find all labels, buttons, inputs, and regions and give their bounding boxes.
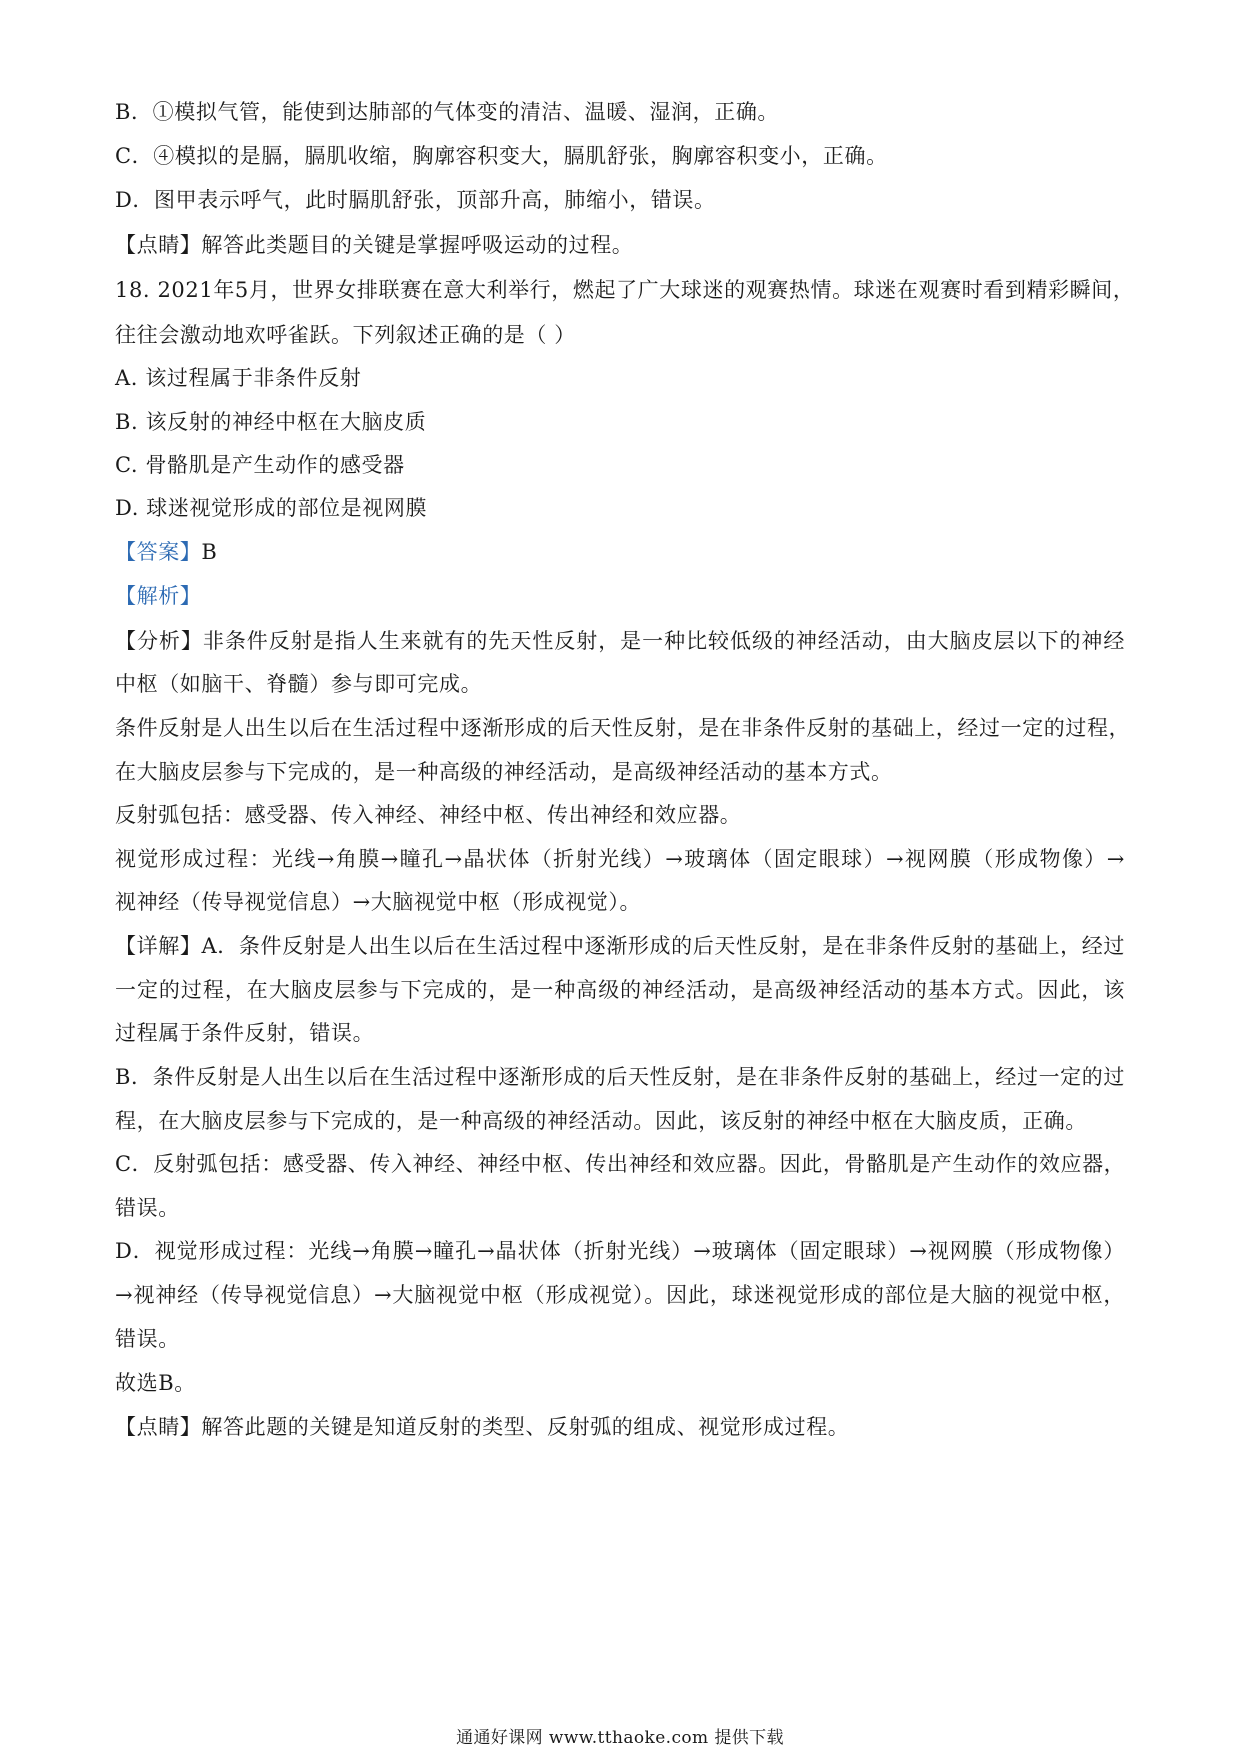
question-stem: 往往会激动地欢呼雀跃。下列叙述正确的是（ ） [115, 323, 576, 347]
text-line: 中枢（如脑干、脊髓）参与即可完成。 [115, 672, 483, 696]
text-line: 在大脑皮层参与下完成的，是一种高级的神经活动，是高级神经活动的基本方式。 [115, 760, 893, 784]
text-line: 【点睛】解答此类题目的关键是掌握呼吸运动的过程。 [115, 233, 634, 257]
option-d: D. 球迷视觉形成的部位是视网膜 [115, 496, 428, 520]
text-line: 【点睛】解答此题的关键是知道反射的类型、反射弧的组成、视觉形成过程。 [115, 1415, 850, 1439]
answer-line [115, 538, 217, 566]
text-line: D．视觉形成过程：光线→角膜→瞳孔→晶状体（折射光线）→玻璃体（固定眼球）→视网膜（形成物像） [115, 1239, 1125, 1263]
answer-label: 【答案】 [115, 540, 202, 564]
text-line: 一定的过程，在大脑皮层参与下完成的，是一种高级的神经活动，是高级神经活动的基本方式。因此，该 [115, 978, 1125, 1002]
option-b: B. 该反射的神经中枢在大脑皮质 [115, 410, 427, 434]
text-line: 错误。 [115, 1196, 180, 1220]
text-line: 条件反射是人出生以后在生活过程中逐渐形成的后天性反射，是在非条件反射的基础上，经过一定的过程， [115, 716, 1131, 740]
text-line: C．④模拟的是膈，膈肌收缩，胸廓容积变大，膈肌舒张，胸廓容积变小，正确。 [115, 144, 888, 168]
text-line: B．①模拟气管，能使到达肺部的气体变的清洁、温暖、湿润，正确。 [115, 100, 780, 124]
text-line: B．条件反射是人出生以后在生活过程中逐渐形成的后天性反射，是在非条件反射的基础上，经过一定的过 [115, 1065, 1125, 1089]
text-line: 视神经（传导视觉信息）→大脑视觉中枢（形成视觉）。 [115, 890, 642, 914]
text-line: →视神经（传导视觉信息）→大脑视觉中枢（形成视觉）。因此，球迷视觉形成的部位是大脑的视觉中枢， [115, 1283, 1125, 1307]
text-line: 【详解】A．条件反射是人出生以后在生活过程中逐渐形成的后天性反射，是在非条件反射的基础上，经过 [115, 934, 1125, 958]
text-line: 错误。 [115, 1327, 180, 1351]
option-a: A. 该过程属于非条件反射 [115, 366, 362, 390]
page-footer: 通通好课网 www.tthaoke.com 提供下载 [456, 1728, 784, 1748]
text-line: 故选B。 [115, 1371, 196, 1395]
text-line: 反射弧包括：感受器、传入神经、神经中枢、传出神经和效应器。 [115, 803, 742, 827]
text-line: 程，在大脑皮层参与下完成的，是一种高级的神经活动。因此，该反射的神经中枢在大脑皮质，正确。 [115, 1109, 1087, 1133]
analysis-heading [115, 582, 201, 610]
text-line: 过程属于条件反射，错误。 [115, 1021, 375, 1045]
text-line: 视觉形成过程：光线→角膜→瞳孔→晶状体（折射光线）→玻璃体（固定眼球）→视网膜（形成物像）→ [115, 847, 1125, 871]
text-line: C．反射弧包括：感受器、传入神经、神经中枢、传出神经和效应器。因此，骨骼肌是产生动作的效应器， [115, 1152, 1126, 1176]
text-line: 【分析】非条件反射是指人生来就有的先天性反射，是一种比较低级的神经活动，由大脑皮层以下的神经 [115, 629, 1125, 653]
answer-value: B [201, 540, 218, 564]
question-stem: 18. 2021年5月，世界女排联赛在意大利举行，燃起了广大球迷的观赛热情。球迷在观赛时看到精彩瞬间， [115, 278, 1135, 302]
text-line: D．图甲表示呼气，此时膈肌舒张，顶部升高，肺缩小，错误。 [115, 188, 716, 212]
analysis-label: 【解析】 [115, 584, 202, 608]
option-c: C. 骨骼肌是产生动作的感受器 [115, 453, 405, 477]
